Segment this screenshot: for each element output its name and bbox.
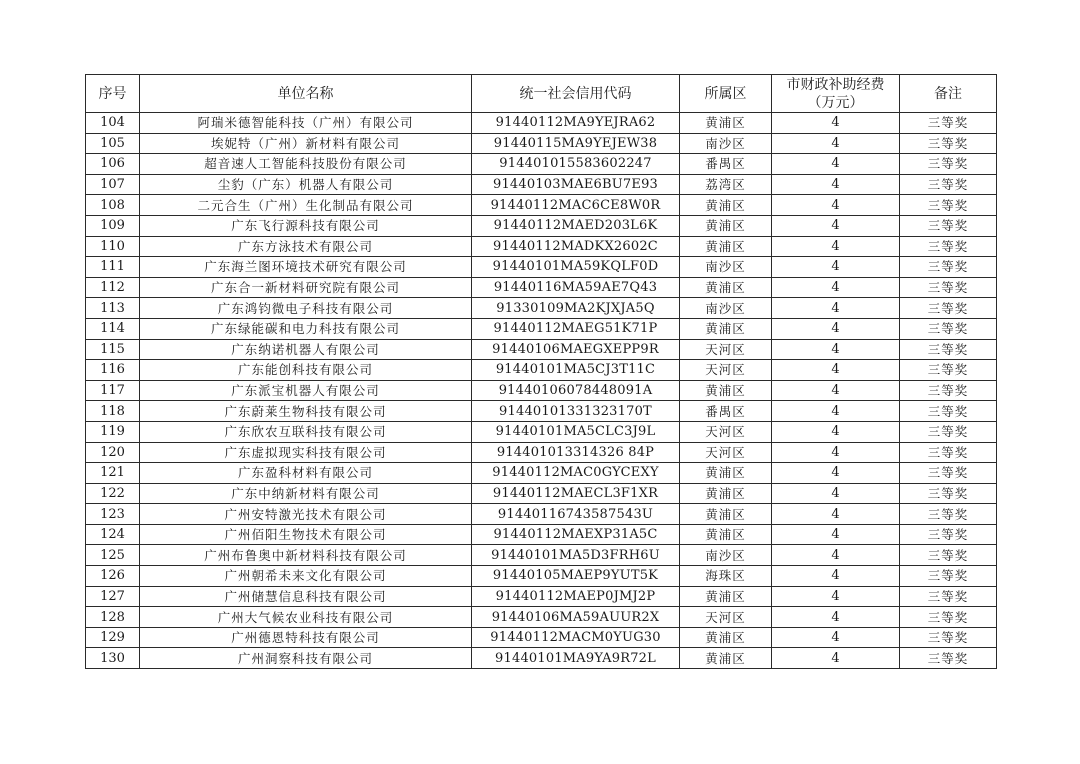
credit-code: 91440106078448091A — [472, 380, 680, 401]
company-name: 广州安特激光技术有限公司 — [140, 504, 472, 525]
award-note: 三等奖 — [900, 174, 997, 195]
district: 荔湾区 — [680, 174, 772, 195]
row-index: 110 — [86, 236, 140, 257]
row-index: 108 — [86, 195, 140, 216]
district: 天河区 — [680, 442, 772, 463]
award-note: 三等奖 — [900, 318, 997, 339]
row-index: 123 — [86, 504, 140, 525]
subsidy-amount: 4 — [772, 463, 900, 484]
district: 黄浦区 — [680, 627, 772, 648]
district: 黄浦区 — [680, 277, 772, 298]
table-row — [86, 483, 997, 504]
table-row — [86, 133, 997, 154]
district: 天河区 — [680, 607, 772, 628]
table-row — [86, 566, 997, 587]
subsidy-amount: 4 — [772, 380, 900, 401]
subsidy-amount: 4 — [772, 236, 900, 257]
award-note: 三等奖 — [900, 627, 997, 648]
table-row — [86, 627, 997, 648]
award-note: 三等奖 — [900, 154, 997, 175]
table-row — [86, 174, 997, 195]
credit-code: 91440103MAE6BU7E93 — [472, 174, 680, 195]
award-table — [85, 74, 997, 669]
row-index: 109 — [86, 215, 140, 236]
district: 番禺区 — [680, 401, 772, 422]
district: 黄浦区 — [680, 195, 772, 216]
credit-code: 91440112MADKX2602C — [472, 236, 680, 257]
district: 南沙区 — [680, 133, 772, 154]
credit-code: 914401015583602247 — [472, 154, 680, 175]
district: 黄浦区 — [680, 318, 772, 339]
subsidy-amount: 4 — [772, 360, 900, 381]
table-row — [86, 298, 997, 319]
award-note: 三等奖 — [900, 401, 997, 422]
credit-code: 91440106MA59AUUR2X — [472, 607, 680, 628]
table-row — [86, 195, 997, 216]
credit-code: 91440112MAED203L6K — [472, 215, 680, 236]
company-name: 广东中纳新材料有限公司 — [140, 483, 472, 504]
table-row — [86, 442, 997, 463]
row-index: 128 — [86, 607, 140, 628]
subsidy-amount: 4 — [772, 607, 900, 628]
award-table-sheet — [85, 74, 997, 669]
header-index: 序号 — [86, 75, 140, 113]
row-index: 106 — [86, 154, 140, 175]
subsidy-amount: 4 — [772, 195, 900, 216]
row-index: 115 — [86, 339, 140, 360]
credit-code: 91440112MAEXP31A5C — [472, 524, 680, 545]
credit-code: 91330109MA2KJXJA5Q — [472, 298, 680, 319]
company-name: 广东合一新材料研究院有限公司 — [140, 277, 472, 298]
table-row — [86, 277, 997, 298]
award-note: 三等奖 — [900, 566, 997, 587]
subsidy-amount: 4 — [772, 277, 900, 298]
subsidy-amount: 4 — [772, 318, 900, 339]
award-note: 三等奖 — [900, 442, 997, 463]
row-index: 125 — [86, 545, 140, 566]
company-name: 广东蔚莱生物科技有限公司 — [140, 401, 472, 422]
header-credit-code: 统一社会信用代码 — [472, 75, 680, 113]
subsidy-amount: 4 — [772, 545, 900, 566]
subsidy-amount: 4 — [772, 133, 900, 154]
company-name: 广东欣农互联科技有限公司 — [140, 421, 472, 442]
subsidy-amount: 4 — [772, 648, 900, 669]
award-note: 三等奖 — [900, 277, 997, 298]
row-index: 116 — [86, 360, 140, 381]
district: 海珠区 — [680, 566, 772, 587]
row-index: 119 — [86, 421, 140, 442]
row-index: 112 — [86, 277, 140, 298]
company-name: 广东鸿钧微电子科技有限公司 — [140, 298, 472, 319]
district: 番禺区 — [680, 154, 772, 175]
company-name: 尘豹（广东）机器人有限公司 — [140, 174, 472, 195]
credit-code: 91440112MAECL3F1XR — [472, 483, 680, 504]
row-index: 130 — [86, 648, 140, 669]
row-index: 129 — [86, 627, 140, 648]
company-name: 广东虚拟现实科技有限公司 — [140, 442, 472, 463]
credit-code: 91440106MAEGXEPP9R — [472, 339, 680, 360]
table-row — [86, 360, 997, 381]
credit-code: 91440112MA9YEJRA62 — [472, 113, 680, 134]
row-index: 117 — [86, 380, 140, 401]
row-index: 111 — [86, 257, 140, 278]
row-index: 126 — [86, 566, 140, 587]
district: 黄浦区 — [680, 504, 772, 525]
table-row — [86, 421, 997, 442]
district: 黄浦区 — [680, 113, 772, 134]
company-name: 二元合生（广州）生化制品有限公司 — [140, 195, 472, 216]
district: 黄浦区 — [680, 586, 772, 607]
award-note: 三等奖 — [900, 463, 997, 484]
row-index: 127 — [86, 586, 140, 607]
company-name: 广州德恩特科技有限公司 — [140, 627, 472, 648]
company-name: 广东海兰图环境技术研究有限公司 — [140, 257, 472, 278]
award-note: 三等奖 — [900, 607, 997, 628]
award-note: 三等奖 — [900, 298, 997, 319]
subsidy-amount: 4 — [772, 257, 900, 278]
award-note: 三等奖 — [900, 380, 997, 401]
credit-code: 91440105MAEP9YUT5K — [472, 566, 680, 587]
credit-code: 91440101MA5CLC3J9L — [472, 421, 680, 442]
district: 天河区 — [680, 421, 772, 442]
company-name: 广州朝希未来文化有限公司 — [140, 566, 472, 587]
row-index: 114 — [86, 318, 140, 339]
table-row — [86, 113, 997, 134]
subsidy-amount: 4 — [772, 113, 900, 134]
company-name: 埃妮特（广州）新材料有限公司 — [140, 133, 472, 154]
subsidy-amount: 4 — [772, 215, 900, 236]
award-note: 三等奖 — [900, 545, 997, 566]
row-index: 104 — [86, 113, 140, 134]
subsidy-amount: 4 — [772, 627, 900, 648]
award-note: 三等奖 — [900, 524, 997, 545]
company-name: 广东方泳技术有限公司 — [140, 236, 472, 257]
header-company-name: 单位名称 — [140, 75, 472, 113]
credit-code: 91440101MA5CJ3T11C — [472, 360, 680, 381]
table-row — [86, 545, 997, 566]
subsidy-amount: 4 — [772, 586, 900, 607]
table-header-row — [86, 75, 997, 113]
table-row — [86, 339, 997, 360]
credit-code: 91440101MA9YA9R72L — [472, 648, 680, 669]
district: 南沙区 — [680, 545, 772, 566]
company-name: 超音速人工智能科技股份有限公司 — [140, 154, 472, 175]
company-name: 广州洞察科技有限公司 — [140, 648, 472, 669]
row-index: 121 — [86, 463, 140, 484]
district: 南沙区 — [680, 257, 772, 278]
credit-code: 91440116MA59AE7Q43 — [472, 277, 680, 298]
subsidy-amount: 4 — [772, 421, 900, 442]
subsidy-amount: 4 — [772, 174, 900, 195]
header-subsidy — [772, 75, 900, 113]
subsidy-amount: 4 — [772, 504, 900, 525]
subsidy-amount: 4 — [772, 566, 900, 587]
subsidy-amount: 4 — [772, 483, 900, 504]
district: 黄浦区 — [680, 648, 772, 669]
district: 黄浦区 — [680, 380, 772, 401]
district: 黄浦区 — [680, 524, 772, 545]
award-note: 三等奖 — [900, 195, 997, 216]
table-row — [86, 257, 997, 278]
award-note: 三等奖 — [900, 133, 997, 154]
credit-code: 914401013314326 84P — [472, 442, 680, 463]
header-subsidy-line2: （万元） — [807, 94, 864, 111]
award-note: 三等奖 — [900, 483, 997, 504]
award-note: 三等奖 — [900, 648, 997, 669]
company-name: 广东盈科材料有限公司 — [140, 463, 472, 484]
company-name: 广州佰阳生物技术有限公司 — [140, 524, 472, 545]
row-index: 118 — [86, 401, 140, 422]
district: 黄浦区 — [680, 236, 772, 257]
table-row — [86, 380, 997, 401]
credit-code: 91440116743587543U — [472, 504, 680, 525]
subsidy-amount: 4 — [772, 339, 900, 360]
district: 黄浦区 — [680, 463, 772, 484]
table-row — [86, 463, 997, 484]
table-body — [86, 113, 997, 669]
award-note: 三等奖 — [900, 421, 997, 442]
award-note: 三等奖 — [900, 339, 997, 360]
district: 黄浦区 — [680, 215, 772, 236]
row-index: 113 — [86, 298, 140, 319]
award-note: 三等奖 — [900, 257, 997, 278]
credit-code: 91440112MAEP0JMJ2P — [472, 586, 680, 607]
company-name: 广东派宝机器人有限公司 — [140, 380, 472, 401]
award-note: 三等奖 — [900, 215, 997, 236]
award-note: 三等奖 — [900, 236, 997, 257]
district: 天河区 — [680, 360, 772, 381]
company-name: 广州储慧信息科技有限公司 — [140, 586, 472, 607]
table-row — [86, 524, 997, 545]
credit-code: 91440101MA5D3FRH6U — [472, 545, 680, 566]
company-name: 阿瑞米德智能科技（广州）有限公司 — [140, 113, 472, 134]
company-name: 广东绿能碳和电力科技有限公司 — [140, 318, 472, 339]
table-row — [86, 648, 997, 669]
credit-code: 91440101331323170T — [472, 401, 680, 422]
district: 天河区 — [680, 339, 772, 360]
credit-code: 91440101MA59KQLF0D — [472, 257, 680, 278]
credit-code: 91440112MAC0GYCEXY — [472, 463, 680, 484]
subsidy-amount: 4 — [772, 442, 900, 463]
row-index: 120 — [86, 442, 140, 463]
company-name: 广东能创科技有限公司 — [140, 360, 472, 381]
table-row — [86, 154, 997, 175]
table-row — [86, 236, 997, 257]
table-row — [86, 504, 997, 525]
company-name: 广州布鲁奥中新材料科技有限公司 — [140, 545, 472, 566]
header-district: 所属区 — [680, 75, 772, 113]
table-row — [86, 586, 997, 607]
row-index: 122 — [86, 483, 140, 504]
subsidy-amount: 4 — [772, 298, 900, 319]
table-row — [86, 401, 997, 422]
header-subsidy-line1: 市财政补助经费 — [786, 76, 885, 93]
award-note: 三等奖 — [900, 113, 997, 134]
company-name: 广州大气候农业科技有限公司 — [140, 607, 472, 628]
award-note: 三等奖 — [900, 360, 997, 381]
header-note: 备注 — [900, 75, 997, 113]
subsidy-amount: 4 — [772, 401, 900, 422]
company-name: 广东纳诺机器人有限公司 — [140, 339, 472, 360]
table-row — [86, 215, 997, 236]
credit-code: 91440112MACM0YUG30 — [472, 627, 680, 648]
company-name: 广东飞行源科技有限公司 — [140, 215, 472, 236]
award-note: 三等奖 — [900, 504, 997, 525]
table-row — [86, 318, 997, 339]
table-row — [86, 607, 997, 628]
credit-code: 91440112MAEG51K71P — [472, 318, 680, 339]
credit-code: 91440112MAC6CE8W0R — [472, 195, 680, 216]
row-index: 105 — [86, 133, 140, 154]
row-index: 124 — [86, 524, 140, 545]
subsidy-amount: 4 — [772, 524, 900, 545]
district: 南沙区 — [680, 298, 772, 319]
row-index: 107 — [86, 174, 140, 195]
subsidy-amount: 4 — [772, 154, 900, 175]
award-note: 三等奖 — [900, 586, 997, 607]
district: 黄浦区 — [680, 483, 772, 504]
credit-code: 91440115MA9YEJEW38 — [472, 133, 680, 154]
